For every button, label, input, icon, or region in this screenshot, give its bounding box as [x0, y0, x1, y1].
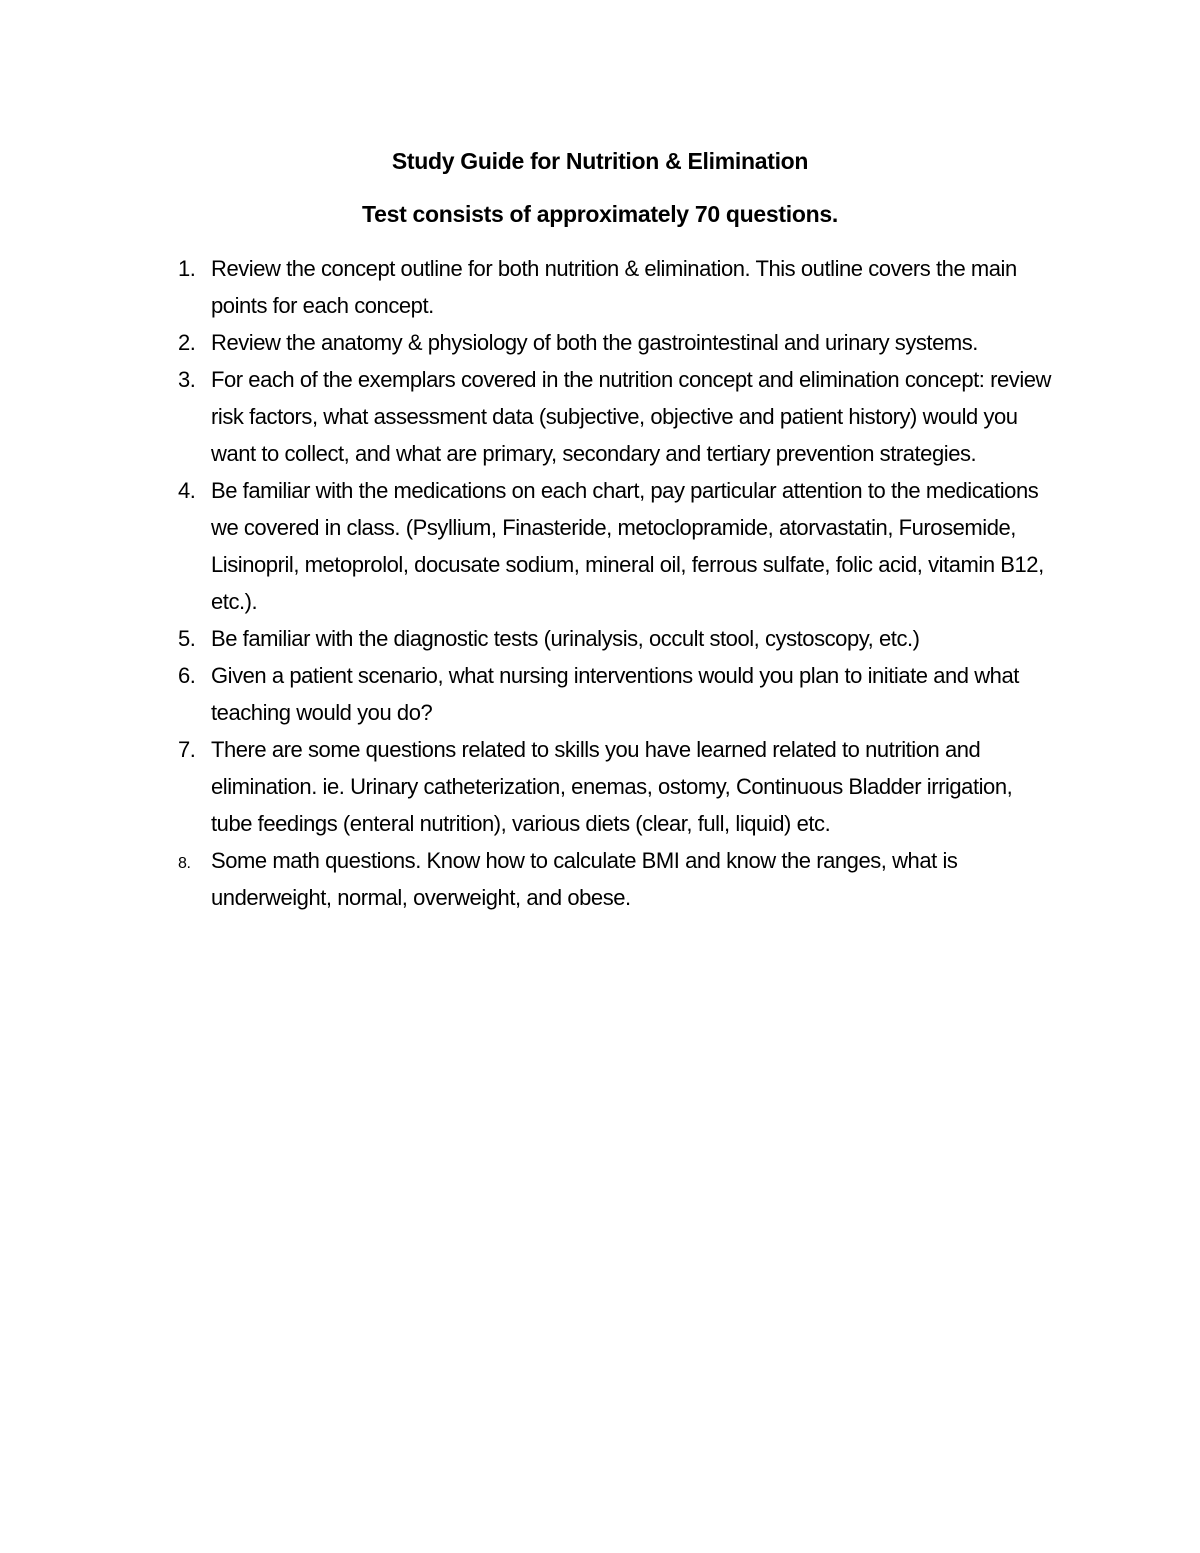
list-item-text: Be familiar with the diagnostic tests (urinalysis, occult stool, cystoscopy, etc.)	[211, 626, 920, 651]
list-item-7	[178, 731, 1056, 842]
list-item-number: 6.	[178, 663, 196, 688]
list-item-text: For each of the exemplars covered in the nutrition concept and elimination concept: review risk factors, what assessment data (subjective, objective and patient history) would you want to collect, and what are primary, secondary and tertiary prevention strategies.	[211, 367, 1051, 466]
list-item-text: Be familiar with the medications on each chart, pay particular attention to the medications we covered in class. (Psyllium, Finasteride, metoclopramide, atorvastatin, Furosemide, Lisinopril, metoprolol, docusate sodium, mineral oil, ferrous sulfate, folic acid, vitamin B12, etc.).	[211, 478, 1044, 614]
list-item-number: 8.	[178, 855, 191, 872]
list-item-number: 1.	[178, 256, 196, 281]
list-item-text: Given a patient scenario, what nursing interventions would you plan to initiate and what teaching would you do?	[211, 663, 1019, 725]
document-title: Study Guide for Nutrition & Elimination	[391, 148, 809, 174]
list-item-number: 5.	[178, 626, 196, 651]
list-item-3	[178, 361, 1056, 472]
list-item-8	[178, 842, 1056, 916]
list-item-5	[178, 620, 1056, 657]
list-item-number: 2.	[178, 330, 196, 355]
list-item-number: 7.	[178, 737, 196, 762]
study-guide-list	[178, 250, 1056, 916]
list-item-2	[178, 324, 1056, 361]
list-item-number: 3.	[178, 367, 196, 392]
list-item-text: Review the concept outline for both nutrition & elimination. This outline covers the main points for each concept.	[211, 256, 1017, 318]
list-item-text: Some math questions. Know how to calculate BMI and know the ranges, what is underweight, normal, overweight, and obese.	[211, 848, 958, 910]
list-item-4	[178, 472, 1056, 620]
list-item-text: Review the anatomy & physiology of both the gastrointestinal and urinary systems.	[211, 330, 978, 355]
list-item-number: 4.	[178, 478, 196, 503]
list-item-6	[178, 657, 1056, 731]
document-subtitle: Test consists of approximately 70 questions.	[362, 201, 838, 227]
list-item-1	[178, 250, 1056, 324]
list-item-text: There are some questions related to skills you have learned related to nutrition and elimination. ie. Urinary catheterization, enemas, ostomy, Continuous Bladder irrigation, tube feedings (enteral nutrition), various diets (clear, full, liquid) etc.	[211, 737, 1013, 836]
